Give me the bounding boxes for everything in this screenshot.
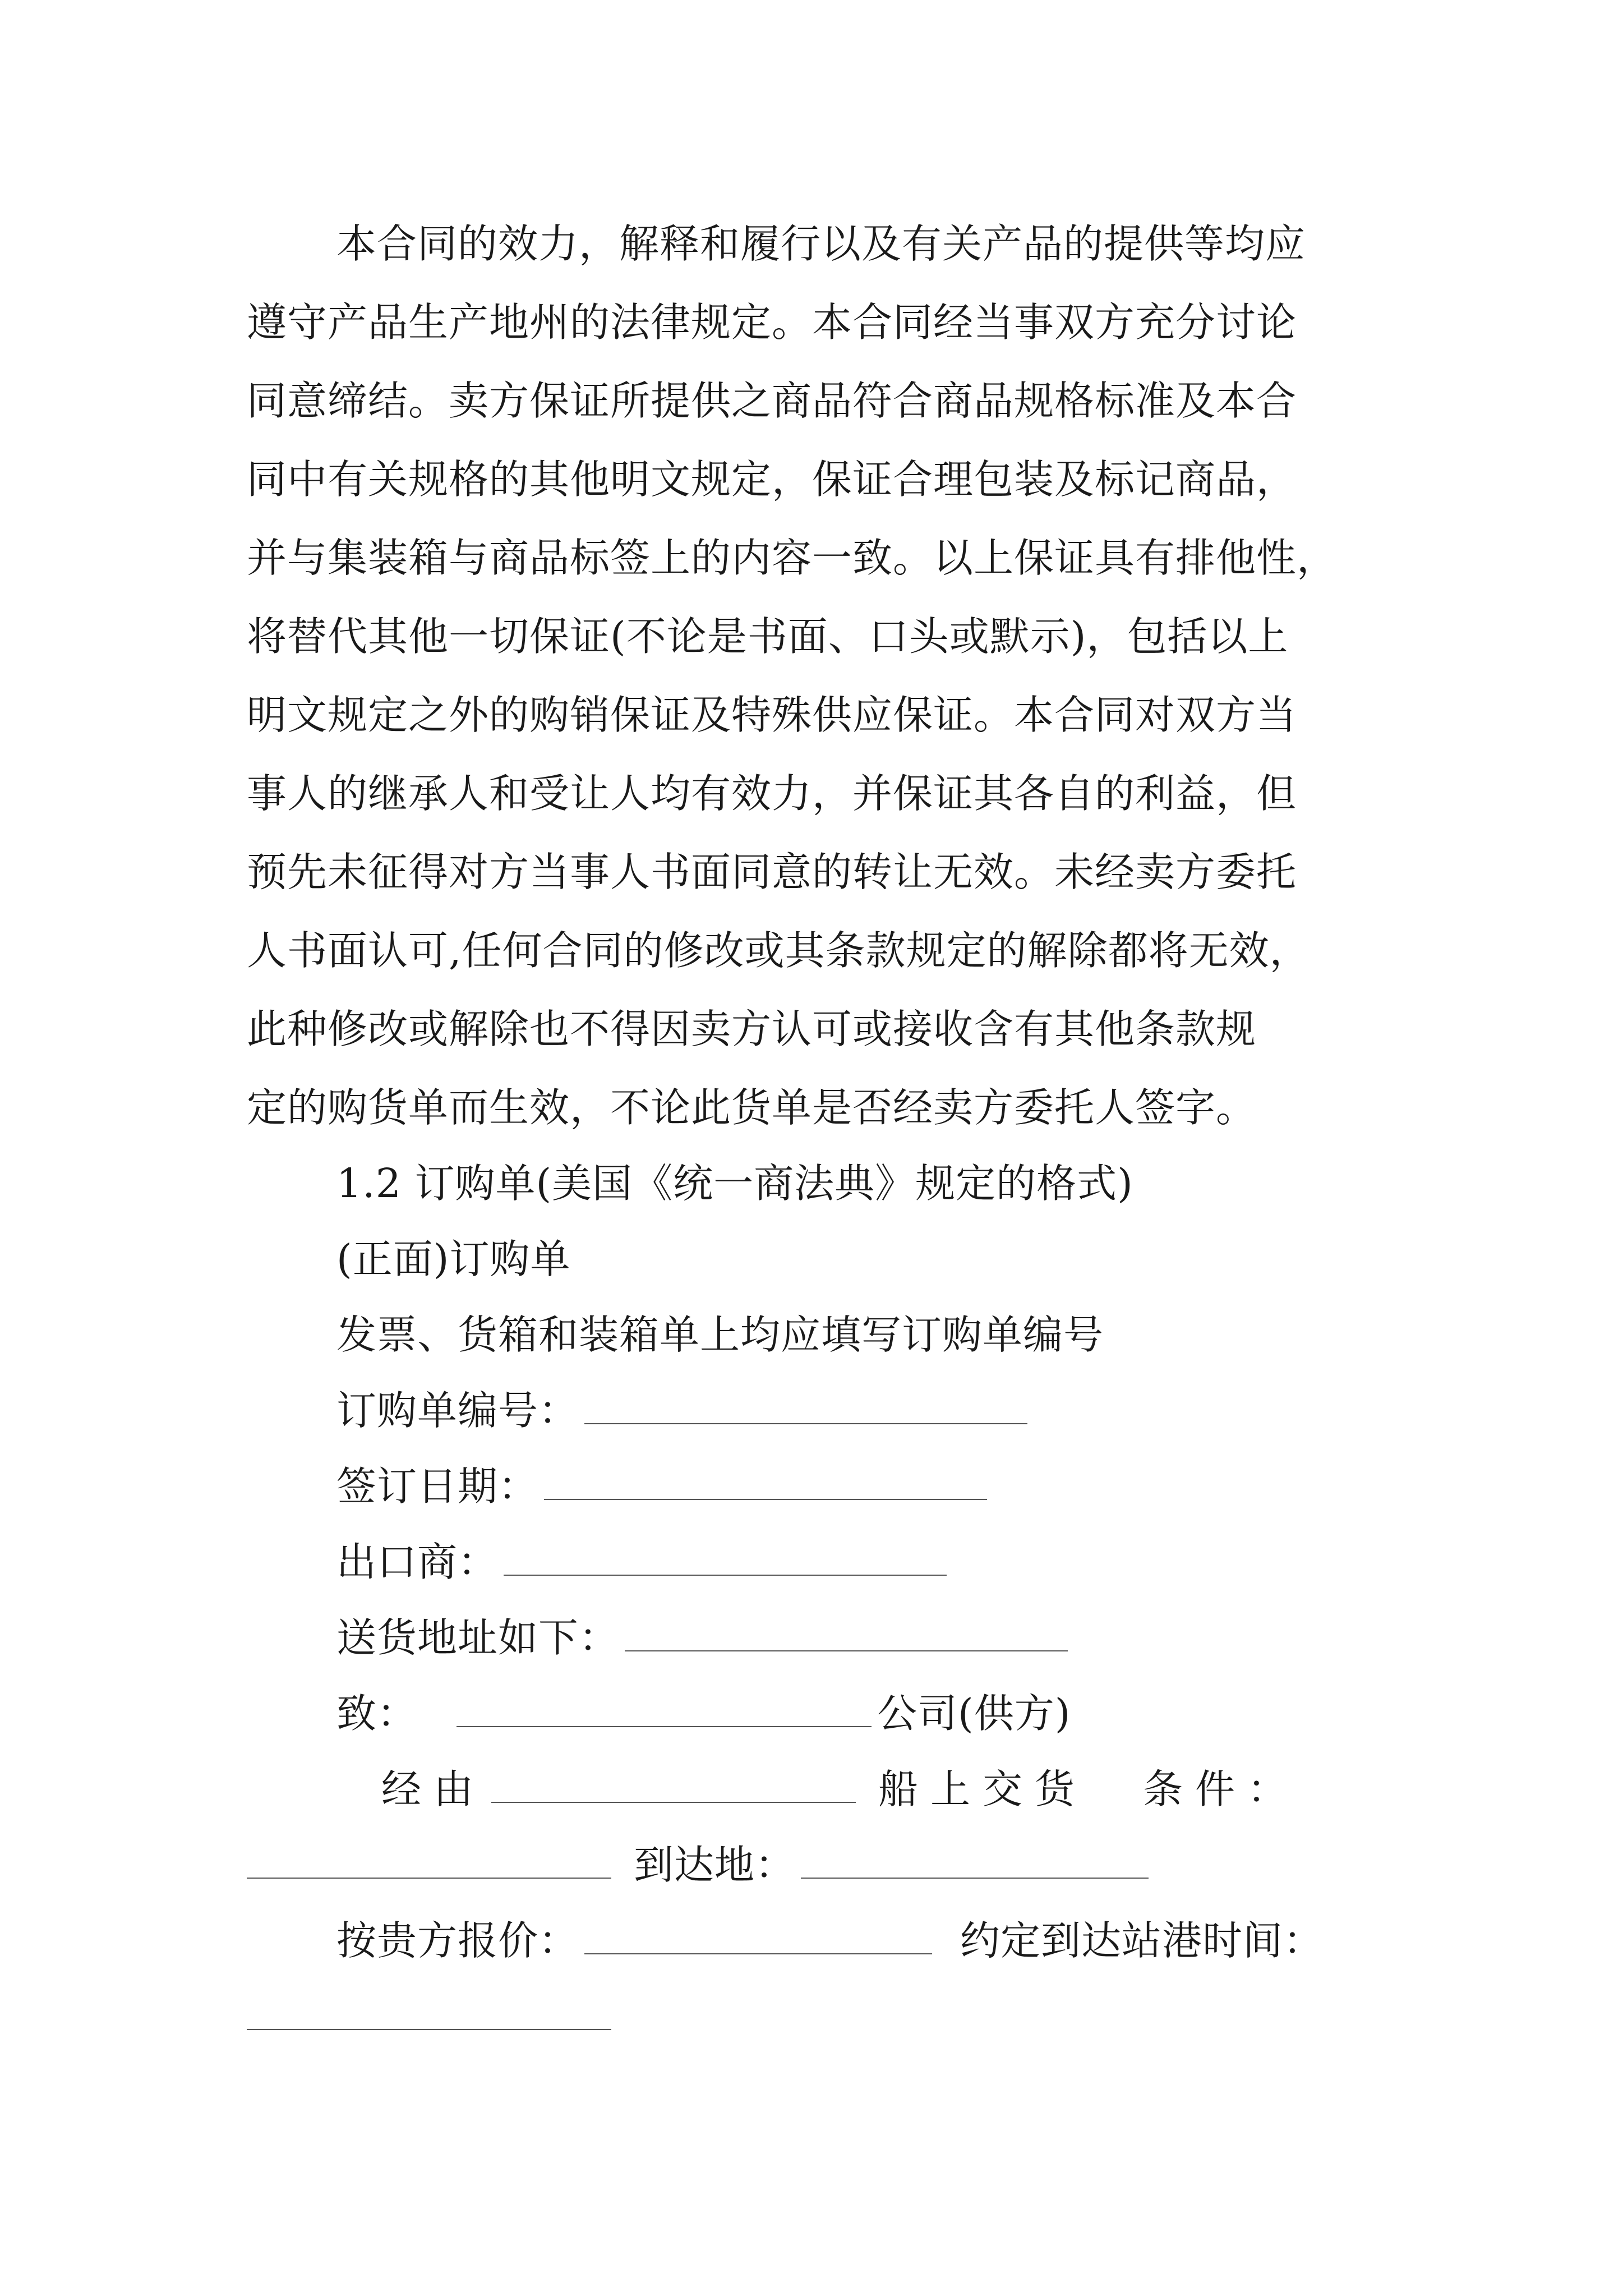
price-field[interactable]: [584, 1920, 932, 1954]
section-note: 发票、货箱和装箱单上均应填写订购单编号: [336, 1312, 1104, 1358]
section-heading: 1.2 订购单(美国《统一商法典》规定的格式): [336, 1160, 1133, 1207]
terms-field[interactable]: [247, 1844, 611, 1879]
supplier-company-field[interactable]: [457, 1692, 872, 1727]
paragraph-line: 同中有关规格的其他明文规定，保证合理包装及标记商品，: [247, 456, 1297, 503]
price-label: 按贵方报价：: [336, 1917, 579, 1964]
fob-label: 船上交货: [878, 1766, 1087, 1812]
order-number-row: [336, 1383, 1033, 1439]
exporter-field[interactable]: [504, 1541, 947, 1576]
paragraph-line: 人书面认可,任何合同的修改或其条款规定的解除都将无效，: [247, 927, 1310, 974]
to-label: 致：: [336, 1690, 418, 1737]
arrival-row: [247, 1989, 617, 2045]
destination-row: [247, 1837, 1154, 1893]
paragraph-line: 将替代其他一切保证(不论是书面、口头或默示)，包括以上: [247, 613, 1289, 660]
paragraph-line: 预先未征得对方当事人书面同意的转让无效。未经卖方委托: [247, 849, 1297, 895]
paragraph-line: 此种修改或解除也不得因卖方认可或接收含有其他条款规: [247, 1006, 1257, 1052]
paragraph-line: 同意缔结。卖方保证所提供之商品符合商品规格标准及本合: [247, 378, 1297, 424]
to-row: [336, 1686, 1071, 1742]
destination-field[interactable]: [801, 1844, 1149, 1879]
arrival-field[interactable]: [247, 1995, 611, 2030]
destination-label: 到达地：: [634, 1842, 796, 1888]
signing-date-row: [336, 1458, 993, 1515]
via-field[interactable]: [491, 1768, 856, 1803]
signing-date-field[interactable]: [544, 1465, 987, 1500]
order-number-label: 订购单编号：: [336, 1387, 579, 1434]
delivery-address-label: 送货地址如下：: [336, 1614, 620, 1661]
terms-label: 条件：: [1143, 1766, 1300, 1812]
delivery-address-row: [336, 1610, 1073, 1666]
exporter-label: 出口商：: [336, 1539, 499, 1585]
via-label: 经由: [381, 1766, 486, 1812]
order-number-field[interactable]: [584, 1389, 1027, 1424]
paragraph-line: 定的购货单而生效，不论此货单是否经卖方委托人签字。: [247, 1084, 1257, 1131]
paragraph-line: 明文规定之外的购销保证及特殊供应保证。本合同对双方当: [247, 692, 1297, 738]
to-suffix: 公司(供方): [877, 1690, 1071, 1737]
delivery-address-field[interactable]: [625, 1617, 1068, 1651]
signing-date-label: 签订日期：: [336, 1463, 539, 1510]
section-subheading: (正面)订购单: [336, 1236, 571, 1282]
via-row: [381, 1761, 1299, 1818]
paragraph-line: 遵守产品生产地州的法律规定。本合同经当事双方充分讨论: [247, 299, 1297, 346]
exporter-row: [336, 1534, 952, 1590]
arrival-label: 约定到达站港时间：: [960, 1917, 1324, 1964]
paragraph-line: 本合同的效力，解释和履行以及有关产品的提供等均应: [336, 220, 1306, 267]
price-row: [336, 1913, 1324, 1969]
paragraph-line: 并与集装箱与商品标签上的内容一致。以上保证具有排他性，: [247, 535, 1338, 581]
paragraph-line: 事人的继承人和受让人均有效力，并保证其各自的利益，但: [247, 770, 1297, 817]
